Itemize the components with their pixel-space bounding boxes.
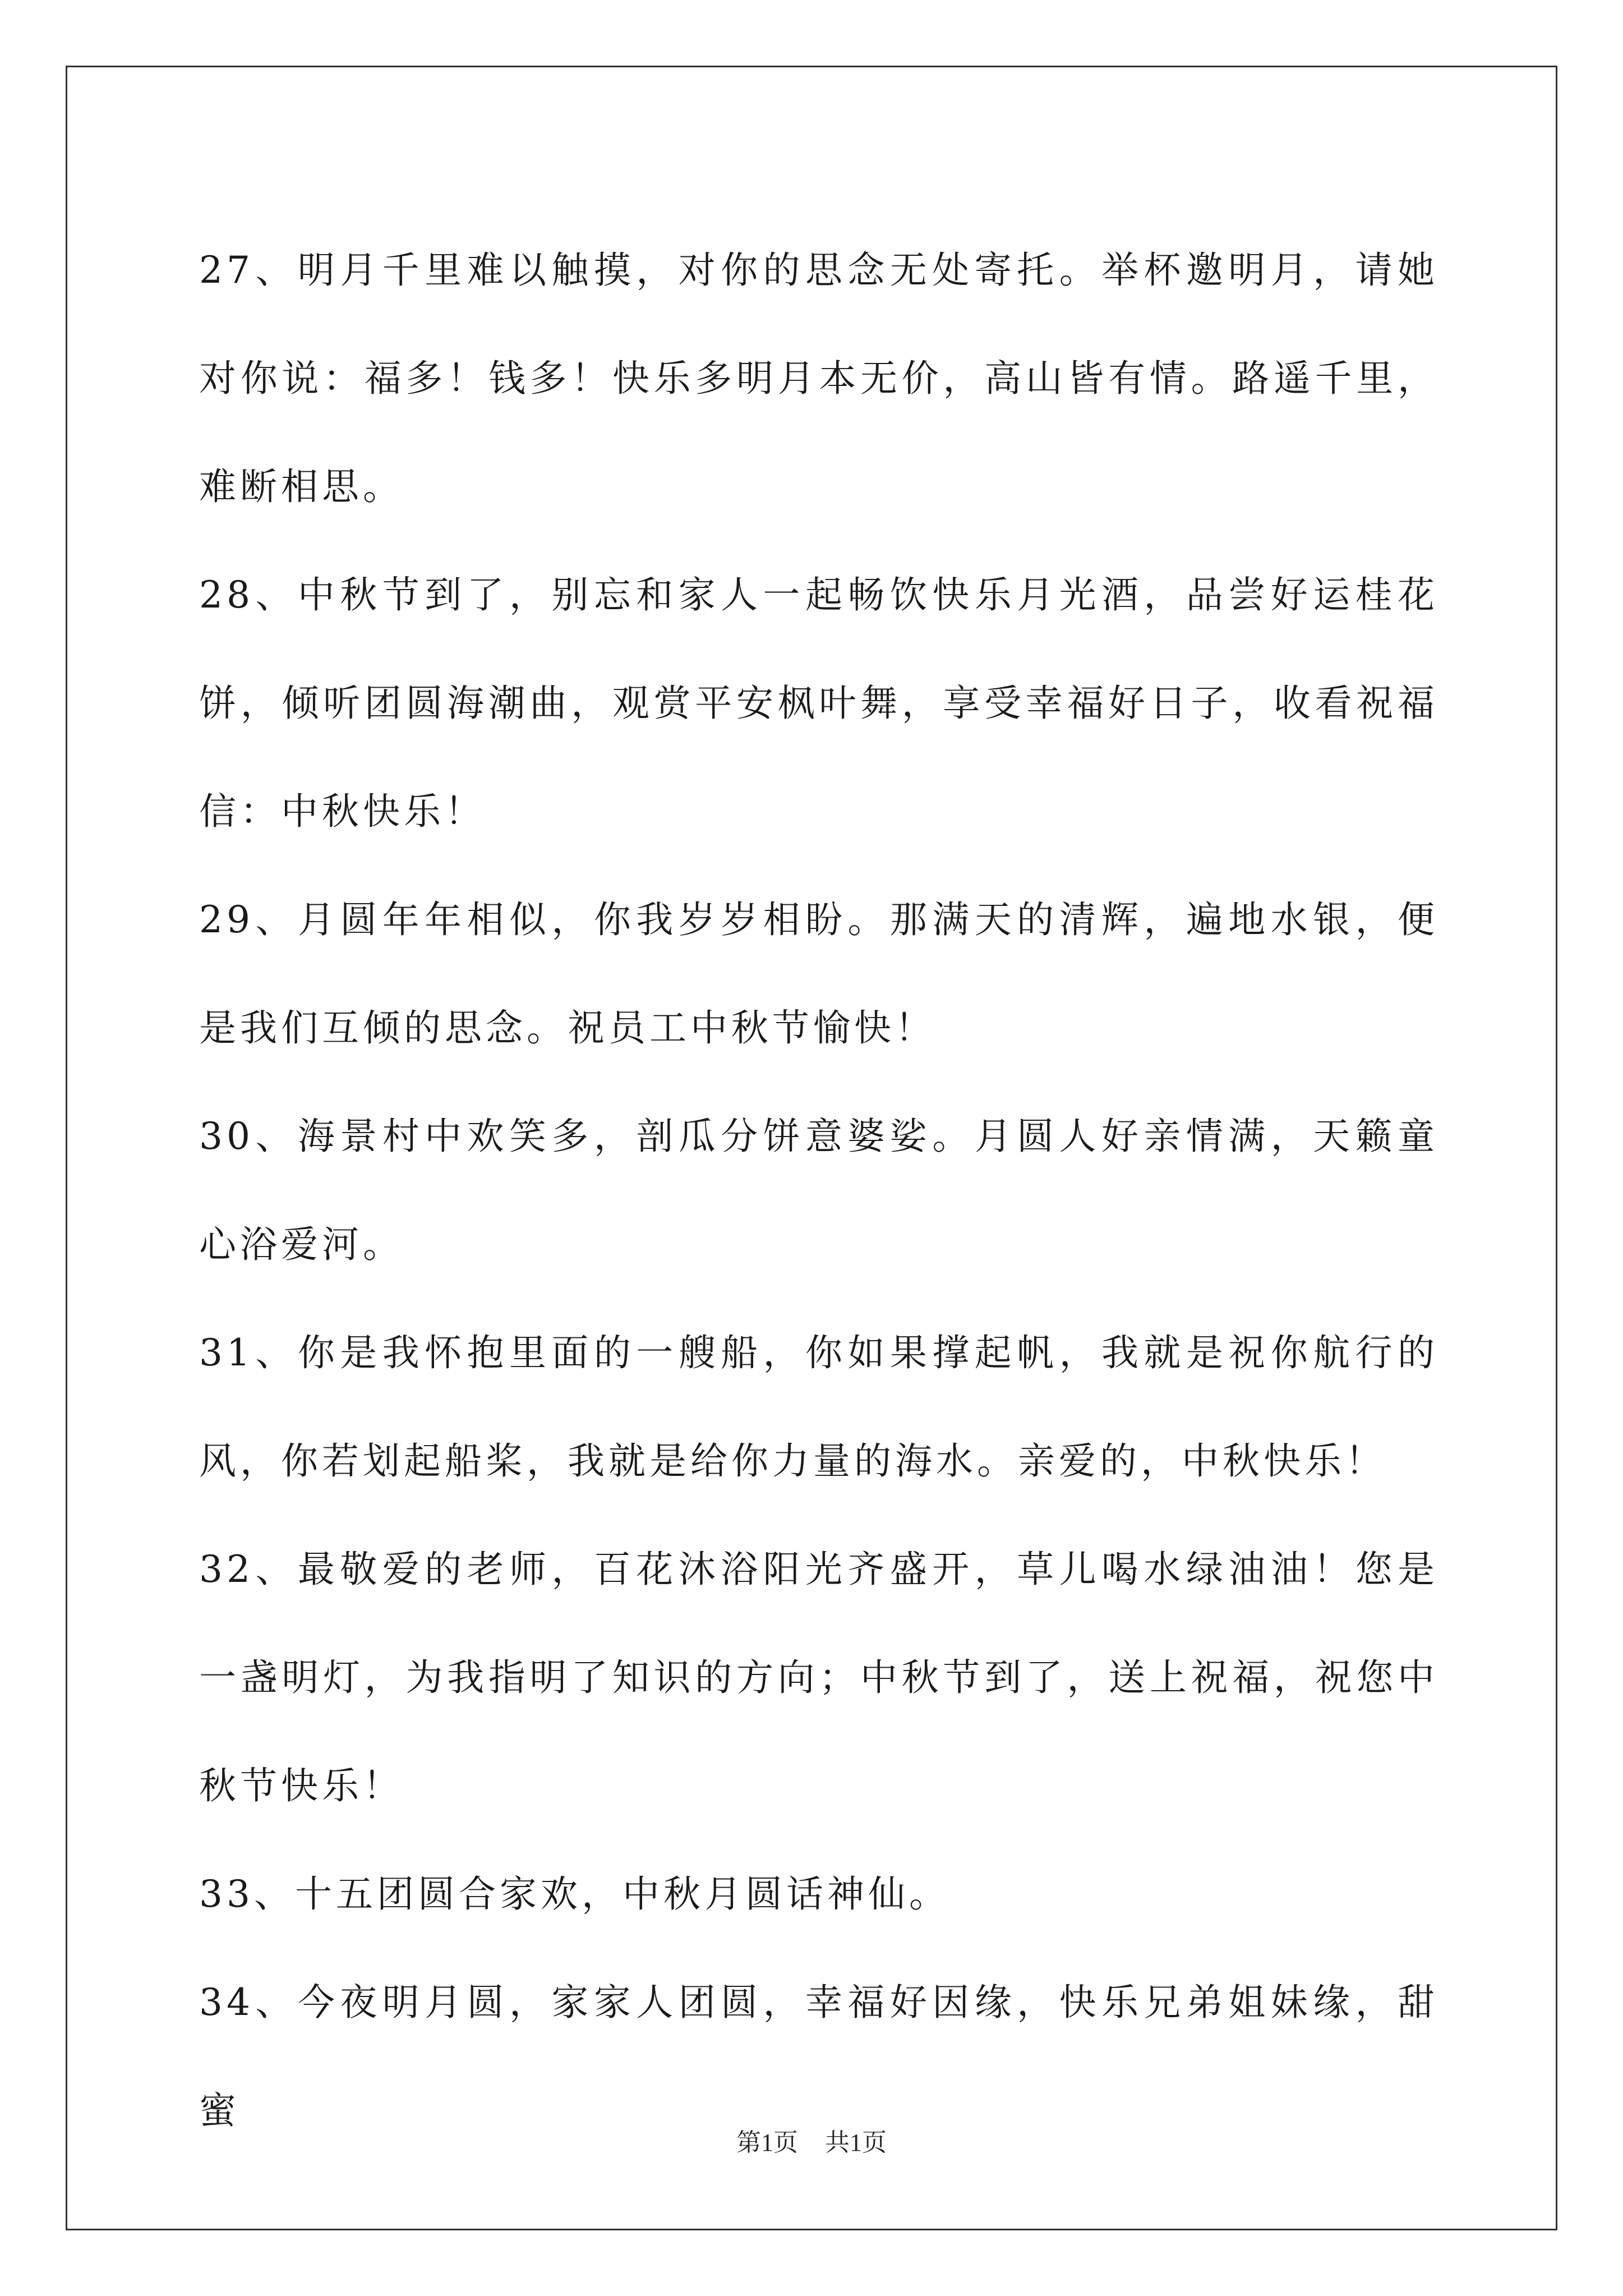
paragraph-28: 28、中秋节到了，别忘和家人一起畅饮快乐月光酒，品尝好运桂花饼，倾听团圆海潮曲，观赏平安枫叶舞，享受幸福好日子，收看祝福信：中秋快乐！: [199, 573, 1438, 833]
paragraph-29: 29、月圆年年相似，你我岁岁相盼。那满天的清辉，遍地水银，便是我们互倾的思念。祝员工中秋节愉快！: [199, 898, 1438, 1050]
paragraph-31: 31、你是我怀抱里面的一艘船，你如果撑起帆，我就是祝你航行的风，你若划起船桨，我就是给你力量的海水。亲爱的，中秋快乐！: [199, 1331, 1438, 1483]
paragraph-34: 34、今夜明月圆，家家人团圆，幸福好因缘，快乐兄弟姐妹缘，甜蜜: [199, 1981, 1438, 2132]
paragraph-33: 33、十五团圆合家欢，中秋月圆话神仙。: [199, 1872, 950, 1916]
paragraph-30: 30、海景村中欢笑多，剖瓜分饼意婆娑。月圆人好亲情满，天籁童心浴爱河。: [199, 1115, 1438, 1266]
page-number: 第1页: [736, 2129, 798, 2156]
paragraph-32: 32、最敬爱的老师，百花沐浴阳光齐盛开，草儿喝水绿油油！您是一盏明灯，为我指明了知识的方向；中秋节到了，送上祝福，祝您中秋节快乐！: [199, 1548, 1438, 1807]
document-body: [199, 216, 1438, 2165]
page-footer: [0, 2126, 1623, 2160]
paragraph-27: 27、明月千里难以触摸，对你的思念无处寄托。举杯邀明月，请她对你说：福多！钱多！快乐多明月本无价，高山皆有情。路遥千里，难断相思。: [199, 249, 1438, 508]
page-total: 共1页: [825, 2129, 887, 2156]
